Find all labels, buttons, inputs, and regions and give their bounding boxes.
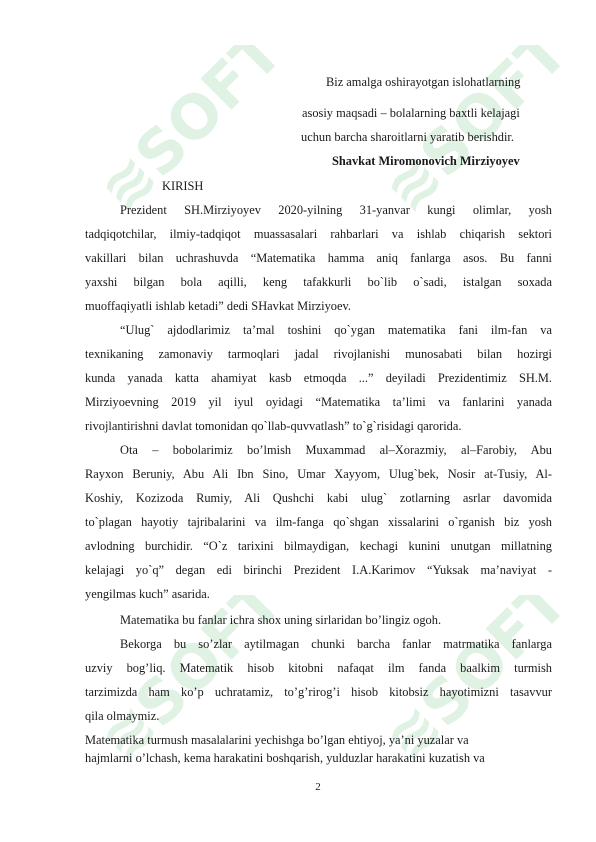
body-line: qila olmaymiz. [85, 709, 160, 723]
body-line: tarzimizda ham ko’p uchratamiz, to’g’rirog’i hisob kitobsiz hayotimizni tasavvur [85, 685, 552, 699]
body-line: Prezident SH.Mirziyoyev 2020-yilning 31-yanvar kungi olimlar, yosh [120, 203, 552, 217]
body-line: yaxshi bilgan bola aqilli, keng tafakkurli bo`lib o`sadi, istalgan soxada [85, 275, 552, 289]
body-line: vakillari bilan uchrashuvda “Matematika hamma aniq fanlarga asos. Bu fanni [85, 251, 552, 265]
body-line: Koshiy, Kozizoda Rumiy, Ali Qushchi kabi ulug` zotlarning asrlar davomida [85, 491, 552, 505]
body-line: Bekorga bu so’zlar aytilmagan chunki barcha fanlar matrmatika fanlarga [120, 637, 552, 651]
body-line: Mirziyoevning 2019 yil iyul oyidagi “Matematika ta’limi va fanlarini yanada [85, 395, 552, 409]
epigraph-line: asosiy maqsadi – bolalarning baxtli kelajagi [302, 106, 520, 120]
body-line: Matematika bu fanlar ichra shox uning sirlaridan bo’lingiz ogoh. [120, 613, 442, 627]
svg-text:≋SOFT: ≋SOFT [86, 595, 275, 777]
body-line: Matematika turmush masalalarini yechishga bo’lgan ehtiyoj, ya’ni yuzalar va [85, 733, 469, 747]
body-line: “Ulug` ajdodlarimiz ta’mal toshini qo`ygan matematika fani ilm-fan va [120, 323, 552, 337]
svg-text:≋SOFT: ≋SOFT [371, 45, 560, 227]
body-line: uzviy bog’liq. Matematik hisob kitobni nafaqat ilm fanda baalkim turmish [85, 661, 552, 675]
svg-text:≋SOFT: ≋SOFT [371, 595, 560, 777]
body-line: avlodning burchidir. “O`z tarixini bilmaydigan, kechagi kunini unutgan millatning [85, 539, 552, 553]
epigraph-line: uchun barcha sharoitlarni yaratib berishdir. [301, 130, 514, 144]
body-line: tadqiqotchilar, ilmiy-tadqiqot muassasalari rahbarlari va ishlab chiqarish sektori [85, 227, 552, 241]
section-heading: KIRISH [162, 179, 204, 193]
page-number: 2 [315, 781, 321, 793]
body-line: Rayxon Beruniy, Abu Ali Ibn Sino, Umar Xayyom, Ulug`bek, Nosir at-Tusiy, Al- [85, 467, 552, 481]
body-line: kelajagi yo`q” degan edi birinchi Prezident I.A.Karimov “Yuksak ma’naviyat - [85, 563, 552, 577]
body-line: hajmlarni o’lchash, kema harakatini boshqarish, yulduzlar harakatini kuzatish va [85, 751, 485, 765]
epigraph-line: Biz amalga oshirayotgan islohatlarning [326, 75, 521, 89]
body-line: rivojlantirishni davlat tomonidan qo`llab-quvvatlash” to`g`risidagi qarorida. [85, 419, 462, 433]
body-line: Ota – bobolarimiz bo’lmish Muxammad al–Xorazmiy, al–Farobiy, Abu [120, 443, 552, 457]
body-line: muoffaqiyatli ishlab ketadi” dedi SHavkat Mirziyoev. [85, 299, 351, 313]
epigraph-author: Shavkat Miromonovich Mirziyoyev [332, 154, 520, 168]
body-line: kunda yanada katta ahamiyat kasb etmoqda ...” deyiladi Prezidentimiz SH.M. [85, 371, 552, 385]
body-line: yengilmas kuch” asarida. [85, 587, 210, 601]
svg-text:≋SOFT: ≋SOFT [86, 45, 275, 227]
body-line: texnikaning zamonaviy tarmoqlari jadal rivojlanishi munosabati bilan hozirgi [85, 347, 552, 361]
body-line: to`plagan hayotiy tajribalarini va ilm-fanga qo`shgan xissalarini o`rganish biz yosh [85, 515, 552, 529]
